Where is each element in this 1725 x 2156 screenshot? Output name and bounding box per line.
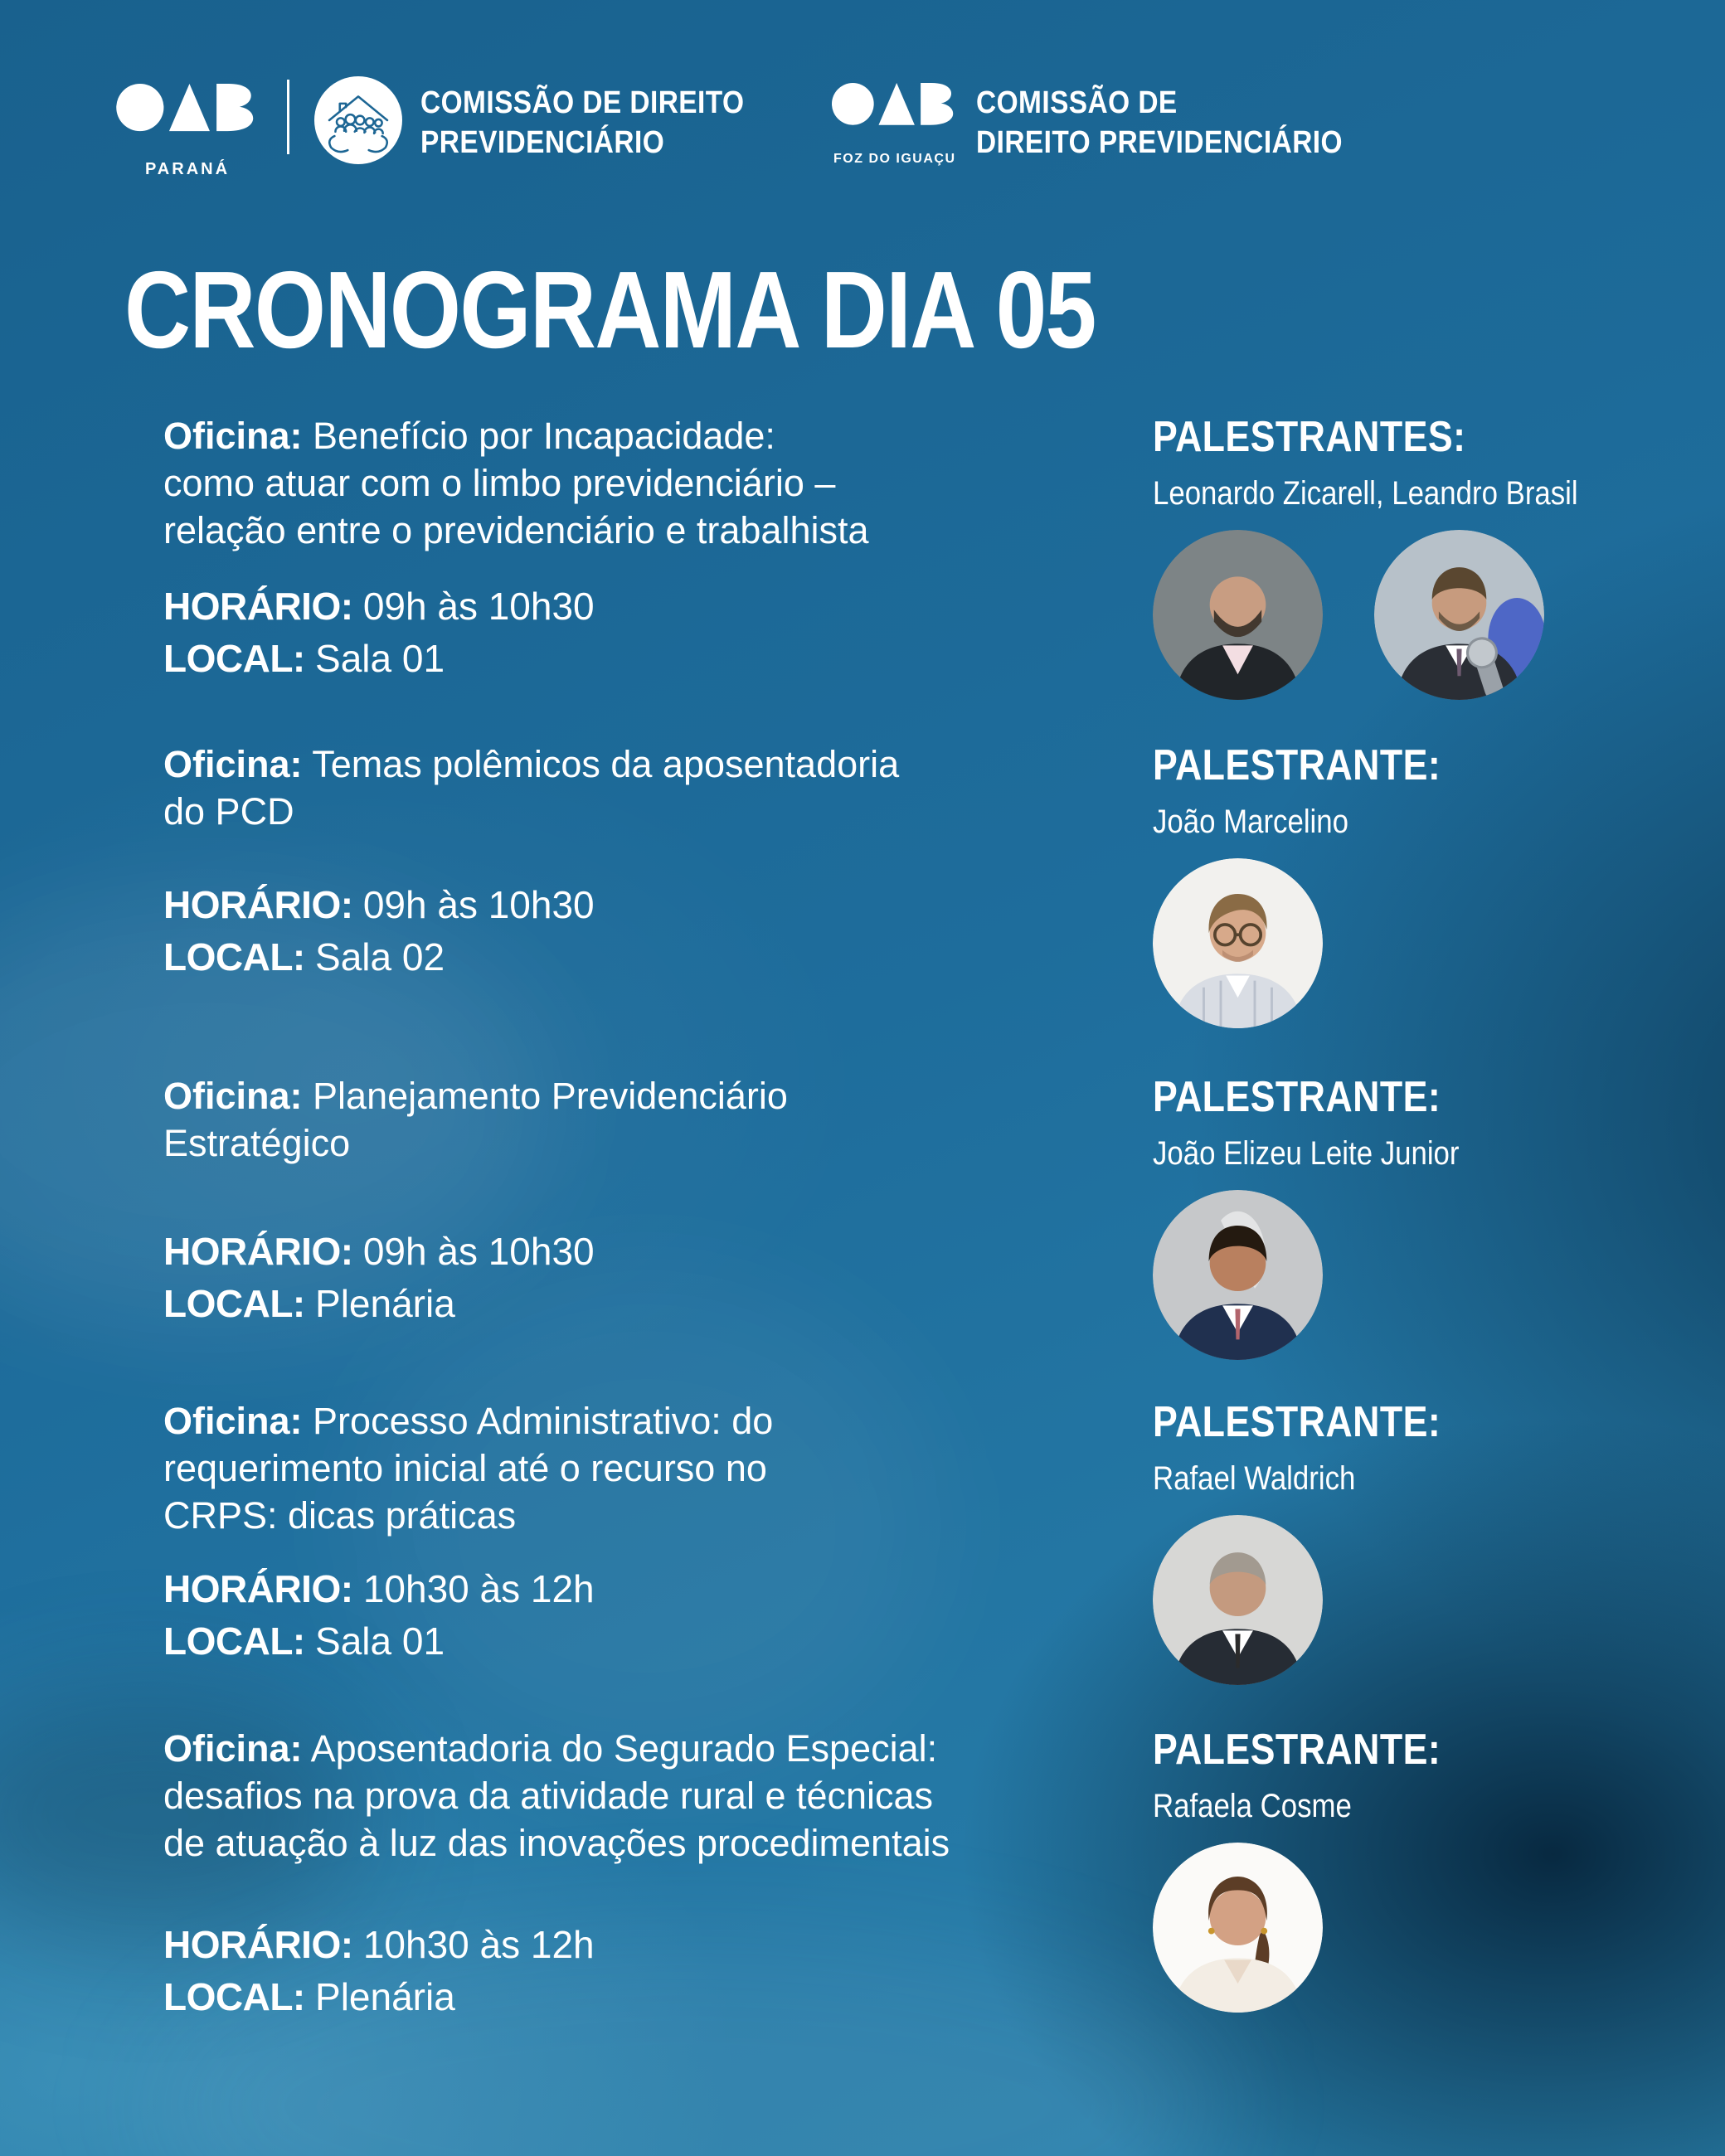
commission-2-line1: COMISSÃO DE — [975, 85, 1178, 120]
speakers-heading: PALESTRANTE: — [1153, 1073, 1441, 1121]
speaker-photo-joao-elizeu-leite-junior — [1153, 1190, 1323, 1360]
commission-2-title — [976, 83, 1343, 163]
time-label: HORÁRIO: — [163, 1923, 353, 1966]
workshop-line: do PCD — [163, 790, 294, 833]
workshop-label: Oficina: — [163, 1075, 303, 1117]
commission-1-line1: COMISSÃO DE DIREITO — [420, 85, 745, 120]
workshop-label: Oficina: — [163, 415, 303, 457]
workshop-details — [163, 1397, 1167, 1665]
time-row — [163, 1566, 1167, 1613]
speaker-photos — [1153, 1190, 1708, 1360]
oab-region-label: FOZ DO IGUAÇU — [833, 152, 956, 166]
time-row — [163, 1228, 1167, 1275]
commission-1-title — [420, 83, 745, 163]
workshop-line: CRPS: dicas práticas — [163, 1494, 517, 1537]
workshop-line: Estratégico — [163, 1122, 351, 1164]
oab-parana-logo — [116, 76, 259, 179]
location-label: LOCAL: — [163, 637, 305, 680]
workshop-text — [163, 1397, 1167, 1539]
workshop-text — [163, 412, 1167, 554]
workshop-details — [163, 741, 1167, 981]
speaker-avatar — [1153, 1515, 1323, 1685]
header — [116, 76, 1392, 179]
workshop-details — [163, 1725, 1167, 2021]
workshop-details — [163, 412, 1167, 682]
speaker-photo-rafaela-cosme — [1153, 1843, 1323, 2013]
workshop-line: como atuar com o limbo previdenciário – — [163, 462, 836, 504]
speaker-photos — [1153, 1843, 1708, 2013]
workshop-details — [163, 1072, 1167, 1328]
time-label: HORÁRIO: — [163, 1567, 353, 1610]
workshop-label: Oficina: — [163, 1727, 303, 1770]
workshop-line: requerimento inicial até o recurso no — [163, 1447, 767, 1489]
time-row — [163, 1921, 1167, 1969]
speaker-avatar — [1153, 1190, 1323, 1360]
location-value: Sala 02 — [315, 935, 445, 978]
workshop-line: Benefício por Incapacidade: — [313, 415, 775, 457]
speakers-heading: PALESTRANTE: — [1153, 1398, 1441, 1446]
logo-divider — [287, 80, 289, 154]
speaker-avatar — [1153, 1843, 1323, 2013]
time-value: 10h30 às 12h — [362, 1923, 595, 1966]
speaker-photos — [1153, 530, 1708, 700]
workshop-text — [163, 1072, 1167, 1167]
workshop-line: de atuação à luz das inovações procedimentais — [163, 1822, 950, 1864]
time-label: HORÁRIO: — [163, 1230, 353, 1273]
workshop-line: Processo Administrativo: do — [313, 1400, 774, 1442]
speaker-photo-joao-marcelino — [1153, 858, 1323, 1028]
workshop-label: Oficina: — [163, 1400, 303, 1442]
commission-2-line2: DIREITO PREVIDENCIÁRIO — [975, 125, 1343, 160]
location-value: Sala 01 — [315, 637, 445, 680]
page-title: CRONOGRAMA DIA 05 — [124, 249, 1096, 371]
speaker-photo-rafael-waldrich — [1153, 1515, 1323, 1685]
speakers-heading: PALESTRANTE: — [1153, 741, 1441, 789]
speakers-panel — [1153, 412, 1708, 700]
location-label: LOCAL: — [163, 1975, 305, 2018]
oab-region-label: PARANÁ — [144, 160, 231, 178]
workshop-text — [163, 1725, 1167, 1867]
location-row — [163, 635, 1167, 682]
workshop-line: Temas polêmicos da aposentadoria — [312, 743, 900, 785]
speaker-avatar — [1374, 530, 1544, 700]
oab-logo-icon — [116, 76, 259, 158]
time-label: HORÁRIO: — [163, 883, 353, 926]
location-value: Plenária — [315, 1975, 455, 2018]
workshop-line: Aposentadoria do Segurado Especial: — [310, 1727, 938, 1770]
time-row — [163, 583, 1167, 630]
location-row — [163, 934, 1167, 981]
workshop-line: Planejamento Previdenciário — [313, 1075, 788, 1117]
speakers-panel — [1153, 1397, 1708, 1685]
family-care-house-icon — [314, 76, 402, 164]
location-label: LOCAL: — [163, 1282, 305, 1325]
speaker-photo-leonardo-zicarell — [1153, 530, 1323, 700]
location-row — [163, 1618, 1167, 1665]
oab-foz-logo — [832, 76, 958, 167]
location-value: Plenária — [315, 1282, 455, 1325]
speakers-panel — [1153, 1072, 1708, 1360]
speakers-names: João Marcelino — [1153, 804, 1348, 840]
time-value: 10h30 às 12h — [362, 1567, 595, 1610]
location-value: Sala 01 — [315, 1619, 445, 1663]
time-value: 09h às 10h30 — [362, 883, 595, 926]
time-label: HORÁRIO: — [163, 585, 353, 628]
speaker-photo-leandro-brasil — [1374, 530, 1544, 700]
speakers-names: Rafael Waldrich — [1153, 1460, 1356, 1497]
workshop-line: relação entre o previdenciário e trabalhista — [163, 509, 869, 551]
time-value: 09h às 10h30 — [362, 1230, 595, 1273]
speakers-names: João Elizeu Leite Junior — [1153, 1135, 1460, 1172]
time-row — [163, 881, 1167, 929]
location-label: LOCAL: — [163, 935, 305, 978]
location-row — [163, 1974, 1167, 2021]
workshop-text — [163, 741, 1167, 835]
location-label: LOCAL: — [163, 1619, 305, 1663]
speakers-panel — [1153, 1725, 1708, 2013]
oab-logo-icon — [832, 76, 958, 148]
commission-1-line2: PREVIDENCIÁRIO — [420, 125, 665, 160]
location-row — [163, 1280, 1167, 1328]
speaker-avatar — [1153, 858, 1323, 1028]
speaker-photos — [1153, 858, 1708, 1028]
speakers-names: Leonardo Zicarell, Leandro Brasil — [1153, 475, 1578, 512]
workshop-label: Oficina: — [163, 743, 303, 785]
speakers-heading: PALESTRANTE: — [1153, 1726, 1441, 1774]
speakers-panel — [1153, 741, 1708, 1028]
speaker-photos — [1153, 1515, 1708, 1685]
speaker-avatar — [1153, 530, 1323, 700]
workshop-line: desafios na prova da atividade rural e técnicas — [163, 1775, 934, 1817]
speakers-names: Rafaela Cosme — [1153, 1788, 1352, 1824]
time-value: 09h às 10h30 — [362, 585, 595, 628]
speakers-heading: PALESTRANTES: — [1153, 413, 1466, 461]
